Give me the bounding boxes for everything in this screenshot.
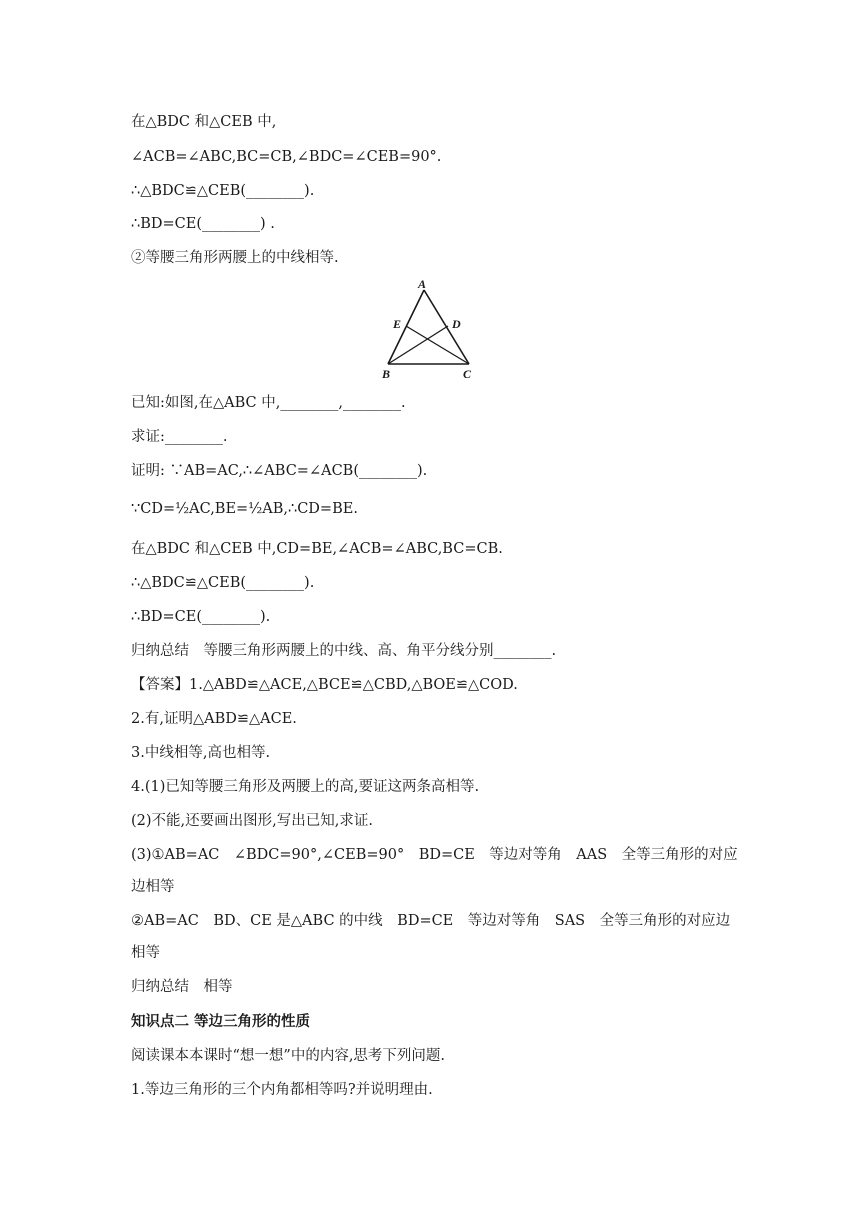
text-line-9: ∵CD=½AC,BE=½AB,∴CD=BE. <box>131 501 358 517</box>
point-label-e: E <box>393 317 402 331</box>
text-line-19: (3)①AB=AC ∠BDC=90°,∠CEB=90° BD=CE 等边对等角 AAS 全等三角形的对应 <box>131 847 738 863</box>
text-line-18: (2)不能,还要画出图形,写出已知,求证. <box>131 813 373 829</box>
text-line-11: ∴△BDC≌△CEB(________). <box>131 575 315 591</box>
vertex-label-c: C <box>463 367 472 381</box>
point-label-d: D <box>452 317 461 331</box>
section-heading: 知识点二 等边三角形的性质 <box>131 1013 311 1030</box>
text-line-17: 4.(1)已知等腰三角形及两腰上的高,要证这两条高相等. <box>131 779 480 795</box>
text-line-21: ②AB=AC BD、CE 是△ABC 的中线 BD=CE 等边对等角 SAS 全等三角形的对应边 <box>131 913 731 929</box>
text-line-1: 在△BDC 和△CEB 中, <box>131 114 277 130</box>
vertex-label-a: A <box>418 278 427 291</box>
text-line-6: 已知:如图,在△ABC 中,________,________. <box>131 395 406 411</box>
text-line-2: ∠ACB=∠ABC,BC=CB,∠BDC=∠CEB=90°. <box>131 149 442 165</box>
text-line-5: ②等腰三角形两腰上的中线相等. <box>131 250 339 266</box>
text-line-3: ∴△BDC≌△CEB(________). <box>131 183 315 199</box>
text-line-15: 2.有,证明△ABD≌△ACE. <box>131 711 297 727</box>
triangle-figure-svg <box>378 278 478 382</box>
median-ce <box>406 326 469 364</box>
text-line-26: 1.等边三角形的三个内角都相等吗?并说明理由. <box>131 1082 433 1098</box>
text-line-22: 相等 <box>131 945 160 961</box>
text-line-12: ∴BD=CE(________). <box>131 609 271 625</box>
text-line-14: 【答案】1.△ABD≌△ACE,△BCE≌△CBD,△BOE≌△COD. <box>131 677 518 693</box>
text-line-25: 阅读课本本课时“想一想”中的内容,思考下列问题. <box>131 1048 446 1064</box>
vertex-label-b: B <box>382 367 391 381</box>
text-line-7: 求证:________. <box>131 429 228 445</box>
text-line-13: 归纳总结 等腰三角形两腰上的中线、高、角平分线分别________. <box>131 643 557 659</box>
text-line-23: 归纳总结 相等 <box>131 979 233 995</box>
text-line-8: 证明: ∵AB=AC,∴∠ABC=∠ACB(________). <box>131 463 428 479</box>
text-line-16: 3.中线相等,高也相等. <box>131 745 271 761</box>
text-line-4: ∴BD=CE(________) . <box>131 216 275 232</box>
text-line-20: 边相等 <box>131 879 175 895</box>
text-line-10: 在△BDC 和△CEB 中,CD=BE,∠ACB=∠ABC,BC=CB. <box>131 541 503 557</box>
triangle-figure <box>378 278 478 382</box>
